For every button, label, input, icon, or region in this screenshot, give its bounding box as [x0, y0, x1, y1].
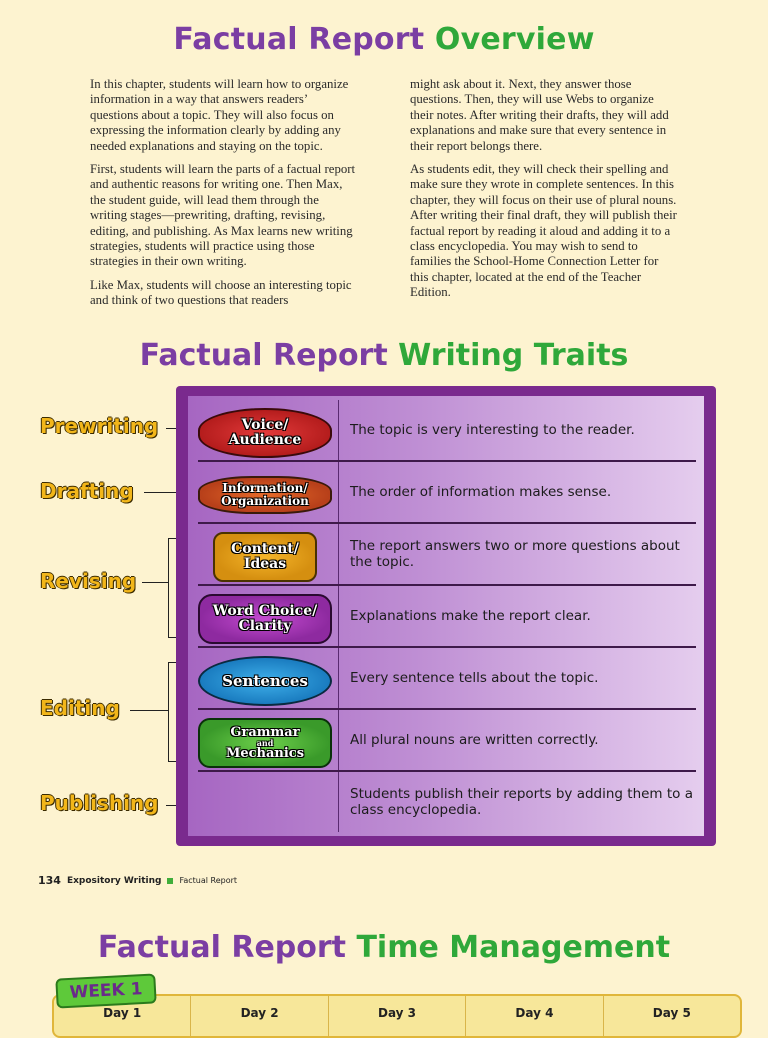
- information-organization-badge: Information/ Organization: [198, 476, 332, 514]
- stage-publishing: Publishing: [40, 791, 159, 815]
- trait-description: The topic is very interesting to the reader.: [350, 422, 635, 438]
- page-number: 134: [38, 874, 61, 887]
- page-footer: [38, 874, 237, 887]
- trait-row: [188, 586, 704, 648]
- word-choice-clarity-badge: Word Choice/ Clarity: [198, 594, 332, 644]
- bracket-line: [168, 662, 169, 762]
- traits-chart: [176, 386, 716, 846]
- overview-column-1: [90, 77, 358, 317]
- stage-revising: Revising: [40, 569, 137, 593]
- square-bullet-icon: [167, 878, 173, 884]
- trait-description: The order of information makes sense.: [350, 484, 612, 500]
- trait-row: [188, 400, 704, 462]
- trait-row: [188, 772, 704, 834]
- overview-paragraph: Like Max, students will choose an interesting topic and think of two questions that readers: [90, 277, 352, 308]
- day-header: Day 4: [465, 996, 602, 1036]
- trait-description: All plural nouns are written correctly.: [350, 732, 599, 748]
- content-ideas-badge: Content/ Ideas: [213, 532, 317, 582]
- trait-description: Every sentence tells about the topic.: [350, 670, 599, 686]
- title-part-2: Overview: [434, 22, 595, 57]
- tm-title-part-2: Time Management: [356, 930, 671, 965]
- footer-section: Expository Writing: [66, 875, 162, 886]
- traits-title: [0, 338, 768, 373]
- day-header: Day 2: [190, 996, 327, 1036]
- trait-row: [188, 648, 704, 710]
- bracket-line: [168, 538, 169, 638]
- page-title: [0, 22, 768, 57]
- traits-chart-body: [188, 396, 704, 836]
- trait-description: The report answers two or more questions about the topic.: [350, 538, 680, 570]
- week-badge: WEEK 1: [55, 973, 156, 1008]
- overview-paragraph: First, students will learn the parts of a factual report and authentic reasons for writing one. Then Max, the student guide, will lead them through the writing stages—prewriting, drafting, revising, editing, and publishing. As Max learns new writing strategies, students will practice using those strategies in their own writing.: [90, 162, 356, 269]
- time-management-title: [0, 930, 768, 965]
- trait-row: [188, 462, 704, 524]
- traits-title-part-1: Factual Report: [139, 338, 388, 373]
- sentences-badge: Sentences: [198, 656, 332, 706]
- stage-prewriting: Prewriting: [40, 414, 159, 438]
- overview-paragraph: might ask about it. Next, they answer those questions. Then, they will use Webs to organize their notes. After writing their drafts, they will add explanations and make sure that every sentence in their report belongs there.: [410, 77, 669, 153]
- overview-paragraph: In this chapter, students will learn how to organize information in a way that answers readers’ questions about a topic. They will also focus on expressing the information clearly by adding any needed explanations and staying on the topic.: [90, 77, 349, 153]
- footer-chapter: Factual Report: [179, 876, 238, 885]
- traits-title-part-2: Writing Traits: [398, 338, 629, 373]
- tm-title-part-1: Factual Report: [97, 930, 347, 965]
- overview-column-2: [410, 77, 678, 309]
- connector-line: [130, 710, 168, 711]
- trait-description: Students publish their reports by adding them to a class encyclopedia.: [350, 786, 693, 818]
- grammar-mechanics-badge: Grammar and Mechanics: [198, 718, 332, 768]
- day-header: Day 5: [603, 996, 740, 1036]
- day-header: Day 3: [328, 996, 465, 1036]
- trait-row: [188, 710, 704, 772]
- stage-drafting: Drafting: [40, 479, 134, 503]
- trait-description: Explanations make the report clear.: [350, 608, 591, 624]
- connector-line: [142, 582, 168, 583]
- voice-audience-badge: Voice/ Audience: [198, 408, 332, 458]
- day-header: Day 1: [103, 1006, 142, 1020]
- overview-paragraph: As students edit, they will check their spelling and make sure they wrote in complete sentences. In this chapter, they will focus on their use of plural nouns. After writing their final draft, they will publish their factual report by reading it aloud and adding it to a class encyclopedia. You may wish to send to families the School-Home Connection Letter for this chapter, located at the end of the Teacher Edition.: [410, 162, 677, 300]
- title-part-1: Factual Report: [173, 22, 425, 57]
- stage-editing: Editing: [40, 696, 120, 720]
- trait-row: [188, 524, 704, 586]
